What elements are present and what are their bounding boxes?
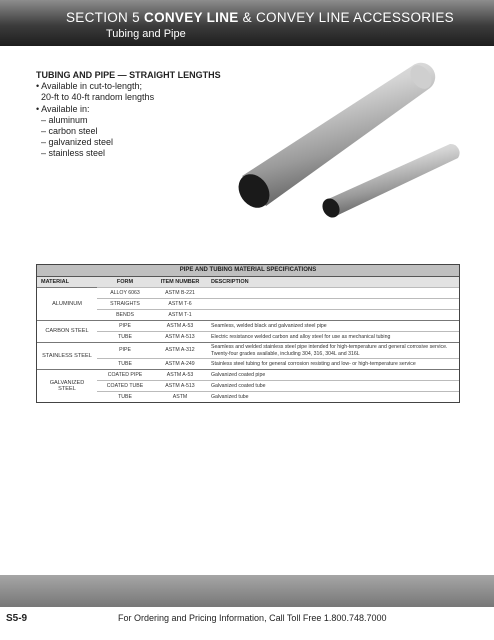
material-cell: ALUMINUM [37,288,97,321]
form-cell: TUBE [97,332,153,343]
form-cell: PIPE [97,321,153,332]
section-title [66,10,454,25]
col-header-description: DESCRIPTION [207,277,459,288]
item-cell: ASTM B-221 [153,288,207,299]
intro-heading: TUBING AND PIPE — STRAIGHT LENGTHS [36,70,221,80]
desc-cell: Electric resistance welded carbon and alloy steel for use as mechanical tubing [207,332,459,343]
col-header-form: FORM [97,277,153,288]
col-header-item-number: ITEM NUMBER [153,277,207,288]
item-cell: ASTM A-53 [153,370,207,381]
table-row [37,392,459,403]
desc-cell [207,288,459,299]
form-cell: BENDS [97,310,153,321]
item-cell: ASTM A-53 [153,321,207,332]
section-name-bold: CONVEY LINE [144,10,239,25]
intro-line: • Available in cut-to-length; [36,81,143,92]
footer-contact-text: For Ordering and Pricing Information, Call Toll Free 1.800.748.7000 [118,613,387,623]
table-row [37,359,459,370]
spec-grid [37,276,459,402]
spec-table-title: PIPE AND TUBING MATERIAL SPECIFICATIONS [37,265,459,276]
page-number: S5-9 [6,613,28,624]
intro-line: – galvanized steel [41,137,114,148]
material-cell: CARBON STEEL [37,321,97,343]
form-cell: STRAIGHTS [97,299,153,310]
material-cell: STAINLESS STEEL [37,343,97,370]
item-cell: ASTM T-6 [153,299,207,310]
form-cell: COATED PIPE [97,370,153,381]
desc-cell: Galvanized coated pipe [207,370,459,381]
intro-line: • Available in: [36,103,90,114]
table-row [37,343,459,359]
form-cell: PIPE [97,343,153,359]
intro-block [36,70,221,160]
desc-cell: Stainless steel tubing for general corrosion resisting and low- or high-temperature service [207,359,459,370]
intro-line: 20-ft to 40-ft random lengths [41,92,155,103]
table-row [37,381,459,392]
form-cell: TUBE [97,392,153,403]
form-cell: COATED TUBE [97,381,153,392]
intro-line: – stainless steel [41,148,106,159]
table-header-row [37,277,459,288]
section-header-bar [0,0,494,46]
spec-table [36,264,460,403]
item-cell: ASTM A-312 [153,343,207,359]
desc-cell: Galvanized tube [207,392,459,403]
table-row [37,310,459,321]
desc-cell: Galvanized coated tube [207,381,459,392]
table-row [37,299,459,310]
table-row [37,321,459,332]
footer-bar [0,575,494,607]
form-cell: ALLOY 6063 [97,288,153,299]
desc-cell [207,310,459,321]
section-prefix: SECTION 5 [66,10,145,25]
form-cell: TUBE [97,359,153,370]
item-cell: ASTM A-249 [153,359,207,370]
desc-cell [207,299,459,310]
large-pipe [236,61,436,214]
pipes-photo [236,58,466,223]
section-subtitle: Tubing and Pipe [106,28,186,40]
material-cell: GALVANIZED STEEL [37,370,97,403]
small-pipe [319,144,459,221]
item-cell: ASTM T-1 [153,310,207,321]
item-cell: ASTM [153,392,207,403]
intro-line: – carbon steel [41,126,98,137]
table-row [37,370,459,381]
item-cell: ASTM A-513 [153,332,207,343]
table-row [37,332,459,343]
table-row [37,288,459,299]
item-cell: ASTM A-513 [153,381,207,392]
desc-cell: Seamless and welded stainless steel pipe intended for high-temperature and general corrosive service. Twenty-four grades available, including 304, 316, 304L and 316L [207,343,459,359]
intro-line: – aluminum [41,114,88,125]
col-header-material: MATERIAL [37,277,97,288]
section-suffix: & CONVEY LINE ACCESSORIES [238,10,454,25]
desc-cell: Seamless, welded black and galvanized steel pipe [207,321,459,332]
